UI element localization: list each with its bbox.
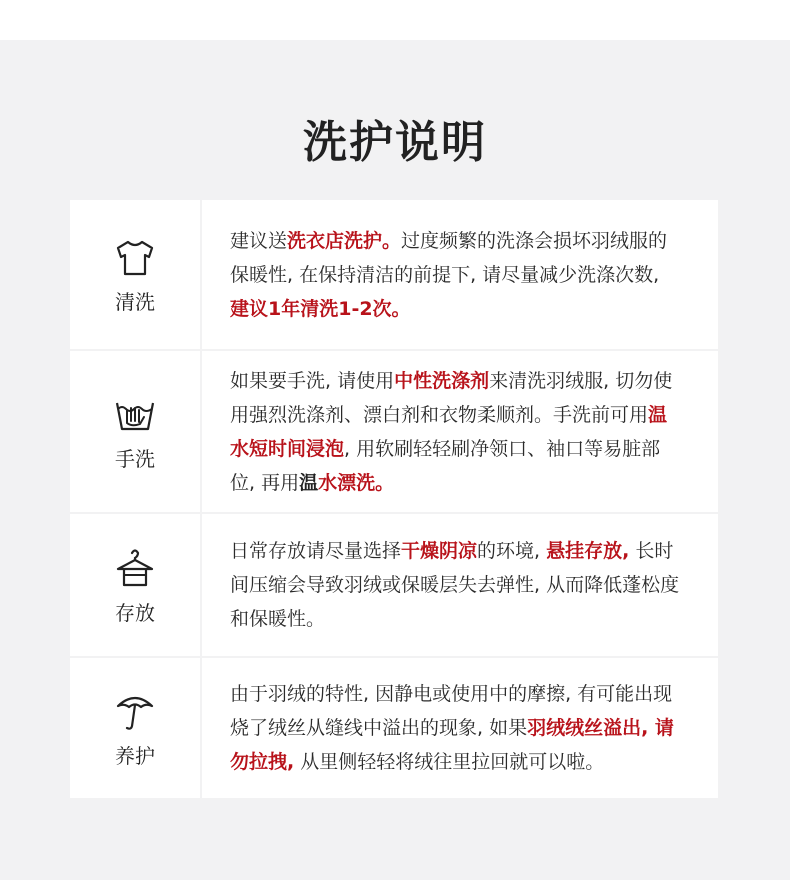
highlight-text: 洗衣店洗护。 (287, 229, 402, 252)
card-paragraph (230, 534, 684, 636)
care-page (0, 40, 790, 880)
body-text: , 用软刷轻轻刷净领口、袖口等易脏部位, 再用 (230, 437, 661, 494)
care-card-maintenance (70, 658, 718, 798)
highlight-text: 水漂洗。 (318, 471, 395, 494)
highlight-text: 建议1年清洗1-2次。 (230, 297, 411, 320)
highlight-text: 中性洗涤剂 (394, 369, 490, 392)
card-label: 清洗 (115, 290, 155, 314)
card-label: 手洗 (115, 447, 155, 471)
highlight-text: 干燥阴凉 (401, 540, 478, 562)
card-paragraph (230, 224, 684, 326)
umbrella-icon (112, 688, 158, 734)
card-label-column (70, 351, 202, 512)
card-text (230, 351, 684, 512)
card-paragraph (230, 364, 684, 500)
body-text: 日常存放请尽量选择 (230, 540, 402, 562)
highlight-text: 温水短时间浸泡 (230, 403, 668, 460)
body-text: 过度频繁的洗涤会损坏羽绒服的保暖性, 在保持清洁的前提下, 请尽量减少洗涤次数, (230, 229, 668, 286)
care-card-wash (70, 200, 718, 349)
card-label-column (70, 514, 202, 656)
highlight-text: 悬挂存放, (546, 540, 630, 562)
body-text: 建议送 (230, 229, 288, 252)
care-card-storage (70, 514, 718, 656)
card-text (230, 658, 684, 798)
hand-wash-icon (112, 391, 158, 437)
highlight-text: 羽绒绒丝溢出, 请勿拉拽, (230, 717, 674, 773)
card-text (230, 200, 684, 349)
card-label-column (70, 658, 202, 798)
card-label: 存放 (115, 600, 155, 625)
tshirt-icon (112, 234, 158, 280)
body-text: 从里侧轻轻将绒往里拉回就可以啦。 (294, 751, 605, 773)
body-text: 由于羽绒的特性, 因静电或使用中的摩擦, 有可能出现烧了绒丝从缝线中溢出的现象, 如果 (230, 683, 673, 739)
card-label: 养护 (115, 743, 155, 768)
card-label-column (70, 200, 202, 349)
body-text: 来清洗羽绒服, 切勿使用强烈洗涤剂、漂白剂和衣物柔顺剂。手洗前可用 (230, 369, 673, 426)
highlight-text: 温 (299, 471, 319, 494)
hanger-icon (112, 545, 158, 591)
body-text: 的环境, (477, 540, 547, 562)
card-paragraph (230, 677, 684, 779)
page-title: 洗护说明 (303, 117, 487, 168)
body-text: 长时间压缩会导致羽绒或保暖层失去弹性, 从而降低蓬松度和保暖性。 (230, 540, 680, 630)
body-text: 如果要手洗, 请使用 (230, 369, 395, 392)
card-text (230, 514, 684, 656)
care-card-handwash (70, 351, 718, 512)
